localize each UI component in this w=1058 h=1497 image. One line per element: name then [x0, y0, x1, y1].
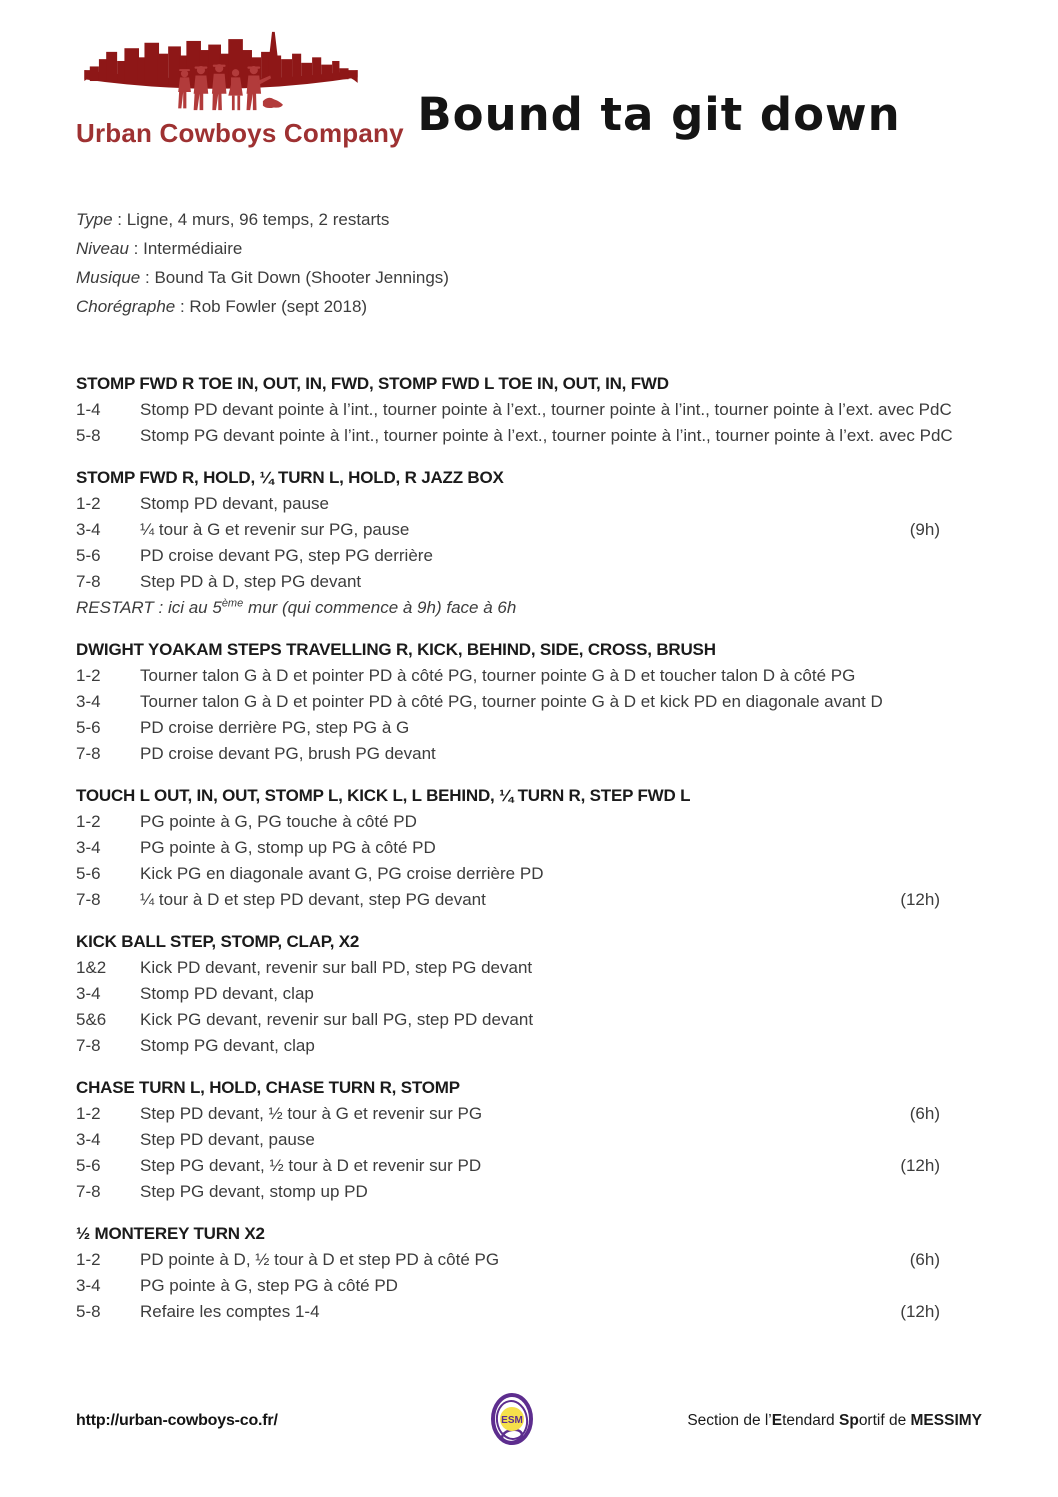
step-text: PD croise devant PG, step PG derrière: [140, 546, 433, 565]
step-counts: 5&6: [76, 1010, 107, 1029]
svg-text:ESM: ESM: [500, 1415, 523, 1426]
step-row: [76, 1179, 982, 1205]
meta-row-niveau: Niveau : Intermédiaire: [76, 239, 243, 258]
step-text: Step PD à D, step PG devant: [140, 572, 362, 591]
dance-section: [76, 929, 982, 1059]
step-counts: 1-2: [76, 1104, 101, 1123]
urban-cowboys-skyline-icon: [76, 30, 376, 112]
step-text: Stomp PD devant, clap: [140, 984, 314, 1003]
meta-row-choregraphe: Chorégraphe : Rob Fowler (sept 2018): [76, 297, 368, 316]
section-title: ½ MONTEREY TURN X2: [76, 1224, 265, 1243]
step-counts: 1-2: [76, 666, 101, 685]
step-sections: [76, 371, 982, 1325]
step-row: [76, 543, 982, 569]
dance-section: [76, 1075, 982, 1205]
clock-annotation: (12h): [900, 1302, 940, 1321]
step-row: [76, 397, 982, 423]
clock-annotation: (12h): [900, 890, 940, 909]
section-title: CHASE TURN L, HOLD, CHASE TURN R, STOMP: [76, 1078, 460, 1097]
dance-title: Bound ta git down: [417, 88, 901, 141]
step-counts: 3-4: [76, 1130, 101, 1149]
step-row: [76, 1247, 982, 1273]
brand-block: [76, 30, 404, 149]
step-text: Step PD devant, pause: [140, 1130, 315, 1149]
esm-logo-icon: [376, 1392, 647, 1450]
step-text: ¼ tour à G et revenir sur PG, pause: [140, 520, 410, 539]
step-text: Kick PG devant, revenir sur ball PG, step PD devant: [140, 1010, 534, 1029]
step-row: [76, 569, 982, 595]
company-name: Urban Cowboys Company: [76, 118, 404, 148]
step-text: Stomp PD devant pointe à l’int., tourner pointe à l’ext., tourner pointe à l’int., tourner pointe à l’ext. avec PdC: [140, 400, 952, 419]
dance-section: [76, 465, 982, 621]
section-title: DWIGHT YOAKAM STEPS TRAVELLING R, KICK, BEHIND, SIDE, CROSS, BRUSH: [76, 640, 716, 659]
step-row: [76, 741, 982, 767]
step-text: Tourner talon G à D et pointer PD à côté PG, tourner pointe G à D et kick PD en diagonale avant D: [140, 692, 883, 711]
clock-annotation: (12h): [900, 1156, 940, 1175]
step-counts: 3-4: [76, 520, 101, 539]
step-text: Stomp PG devant pointe à l’int., tourner pointe à l’ext., tourner pointe à l’int., tourner pointe à l’ext. avec PdC: [140, 426, 953, 445]
step-row: [76, 689, 982, 715]
meta-row-type: Type : Ligne, 4 murs, 96 temps, 2 restarts: [76, 210, 390, 229]
section-title: TOUCH L OUT, IN, OUT, STOMP L, KICK L, L BEHIND, ¼ TURN R, STEP FWD L: [76, 786, 691, 805]
step-counts: 7-8: [76, 890, 101, 909]
step-counts: 7-8: [76, 744, 101, 763]
website-url: http://urban-cowboys-co.fr/: [76, 1412, 278, 1429]
meta-row-musique: Musique : Bound Ta Git Down (Shooter Jennings): [76, 268, 449, 287]
clock-annotation: (9h): [909, 520, 940, 539]
section-title: STOMP FWD R, HOLD, ¼ TURN L, HOLD, R JAZZ BOX: [76, 468, 504, 487]
step-row: [76, 981, 982, 1007]
dance-section: [76, 1221, 982, 1325]
step-counts: 1-4: [76, 400, 101, 419]
step-text: Stomp PD devant, pause: [140, 494, 330, 513]
step-text: Step PG devant, stomp up PD: [140, 1182, 368, 1201]
step-text: Tourner talon G à D et pointer PD à côté PG, tourner pointe G à D et toucher talon D à côté PG: [140, 666, 856, 685]
step-row: [76, 663, 982, 689]
step-text: PD croise derrière PG, step PG à G: [140, 718, 410, 737]
step-counts: 5-6: [76, 864, 101, 883]
step-text: ¼ tour à D et step PD devant, step PG devant: [140, 890, 486, 909]
step-counts: 5-6: [76, 1156, 101, 1175]
clock-annotation: (6h): [909, 1104, 940, 1123]
step-row: [76, 887, 982, 913]
step-counts: 1-2: [76, 494, 101, 513]
clock-annotation: (6h): [909, 1250, 940, 1269]
step-row: [76, 715, 982, 741]
step-counts: 7-8: [76, 572, 101, 591]
step-text: PD pointe à D, ½ tour à D et step PD à côté PG: [140, 1250, 500, 1269]
step-counts: 3-4: [76, 984, 101, 1003]
step-text: Kick PD devant, revenir sur ball PD, step PG devant: [140, 958, 533, 977]
dance-meta: [76, 205, 982, 321]
step-text: Step PG devant, ½ tour à D et revenir sur PD: [140, 1156, 482, 1175]
step-row: [76, 1101, 982, 1127]
step-text: PG pointe à G, PG touche à côté PD: [140, 812, 417, 831]
step-row: [76, 1033, 982, 1059]
step-counts: 3-4: [76, 838, 101, 857]
step-counts: 3-4: [76, 692, 101, 711]
step-text: Kick PG en diagonale avant G, PG croise derrière PD: [140, 864, 544, 883]
step-row: [76, 1127, 982, 1153]
step-row: [76, 1153, 982, 1179]
step-row: [76, 809, 982, 835]
dance-section: [76, 371, 982, 449]
step-row: [76, 1299, 982, 1325]
dance-section: [76, 783, 982, 913]
esm-section-text: Section de l’Etendard Sportif de MESSIMY: [687, 1412, 982, 1429]
step-row: [76, 861, 982, 887]
step-text: PG pointe à G, step PG à côté PD: [140, 1276, 398, 1295]
step-row: [76, 1007, 982, 1033]
dance-section: [76, 637, 982, 767]
step-counts: 5-6: [76, 546, 101, 565]
restart-note: RESTART : ici au 5ème mur (qui commence à 9h) face à 6h: [76, 597, 517, 617]
page-footer: [76, 1392, 982, 1450]
step-text: PG pointe à G, stomp up PG à côté PD: [140, 838, 436, 857]
step-counts: 1&2: [76, 958, 107, 977]
step-text: Stomp PG devant, clap: [140, 1036, 315, 1055]
step-counts: 1-2: [76, 1250, 101, 1269]
step-counts: 5-8: [76, 1302, 101, 1321]
section-title: STOMP FWD R TOE IN, OUT, IN, FWD, STOMP FWD L TOE IN, OUT, IN, FWD: [76, 374, 669, 393]
page-header: [76, 30, 982, 149]
step-row: [76, 491, 982, 517]
step-row: [76, 955, 982, 981]
step-counts: 1-2: [76, 812, 101, 831]
step-row: [76, 835, 982, 861]
step-row: [76, 423, 982, 449]
step-row: [76, 1273, 982, 1299]
step-counts: 7-8: [76, 1182, 101, 1201]
step-counts: 5-8: [76, 426, 101, 445]
step-text: Refaire les comptes 1-4: [140, 1302, 320, 1321]
step-row: [76, 517, 982, 543]
step-counts: 7-8: [76, 1036, 101, 1055]
step-counts: 3-4: [76, 1276, 101, 1295]
section-title: KICK BALL STEP, STOMP, CLAP, X2: [76, 932, 360, 951]
step-counts: 5-6: [76, 718, 101, 737]
step-text: PD croise devant PG, brush PG devant: [140, 744, 436, 763]
step-text: Step PD devant, ½ tour à G et revenir sur PG: [140, 1104, 483, 1123]
